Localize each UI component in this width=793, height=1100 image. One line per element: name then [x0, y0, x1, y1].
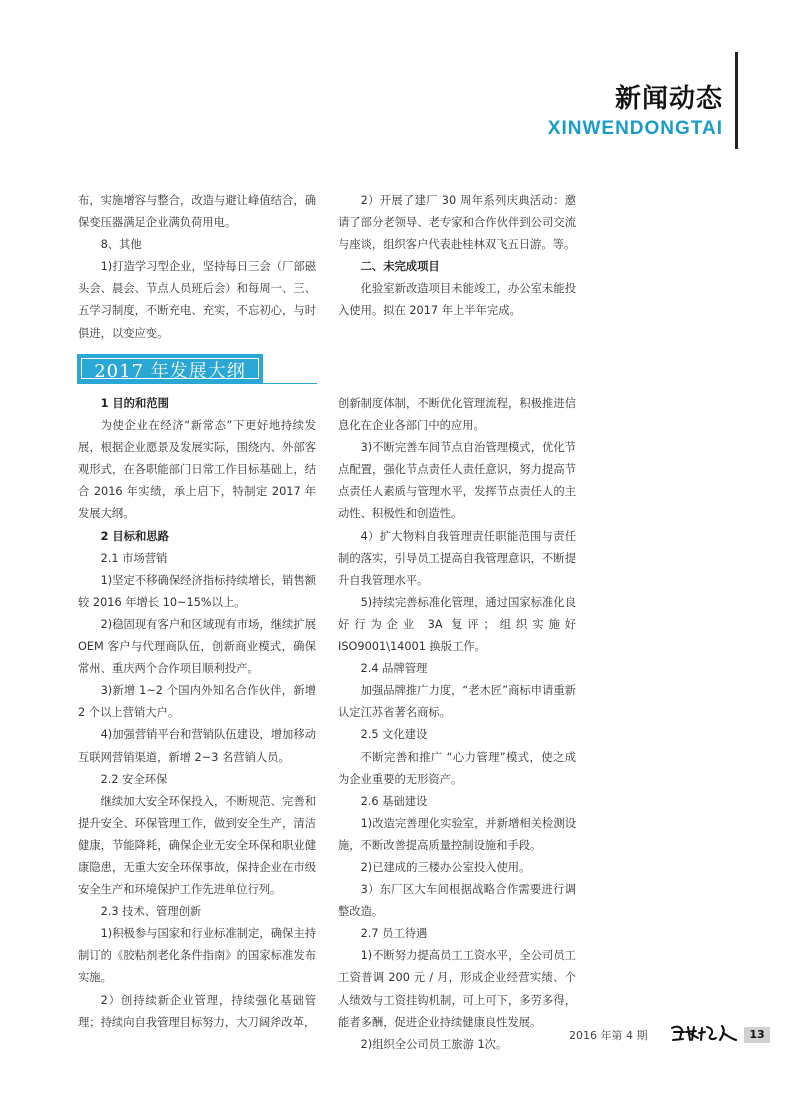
paragraph: 为使企业在经济“新常态”下更好地持续发展，根据企业愿景及发展实际，围绕内、外部客观形式，在各职能部门日常工作目标基础上，结合 2016 年实绩，承上启下，特制定 2017 年发展大纲。	[78, 419, 316, 521]
paragraph: 继续加大安全环保投入，不断规范、完善和提升安全、环保管理工作，做到安全生产，清洁健康，节能降耗，确保企业无安全环保和职业健康隐患，无重大安全环保事故，保持企业在市级安全生产和环境保护工作先进单位行列。	[78, 794, 316, 897]
subheading: 二、未完成项目	[360, 260, 440, 274]
paragraph: 3)不断完善车间节点自治管理模式，优化节点配置，强化节点责任人责任意识，努力提高节点责任人素质与管理水平，发挥节点责任人的主动性、积极性和创造性。	[338, 441, 576, 521]
paragraph: 4）扩大物料自我管理责任职能范围与责任制的落实，引导员工提高自我管理意识，不断提升自我管理水平。	[338, 529, 576, 587]
paragraph: 5)持续完善标准化管理，通过国家标准化良好行为企业 3A 复评；组织实施好 ISO9001\14001 换版工作。	[338, 595, 576, 654]
paragraph: 2.4 品牌管理	[360, 662, 428, 676]
subheading: 1 目的和范围	[100, 397, 169, 410]
paragraph: 2)稳固现有客户和区域现有市场，继续扩展 OEM 客户与代理商队伍，创新商业模式，确保常州、重庆两个合作项目顺利投产。	[78, 617, 316, 676]
paragraph: 2.6 基础建设	[360, 794, 428, 808]
page-number: 13	[744, 1027, 770, 1043]
paragraph: 2)组织全公司员工旅游 1次。	[360, 1037, 508, 1051]
paragraph: 4)加强营销平台和营销队伍建设，增加移动互联网营销渠道，新增 2~3 名营销人员。	[78, 728, 316, 764]
paragraph: 加强品牌推广力度，“老木匠”商标申请重新认定江苏省著名商标。	[338, 684, 576, 720]
paragraph: 3)新增 1~2 个国内外知名合作伙伴，新增 2 个以上营销大户。	[78, 684, 316, 720]
paragraph: 2.7 员工待遇	[360, 927, 428, 941]
section-title-pinyin: XINWENDONGTAI	[547, 118, 723, 139]
paragraph: 1)坚定不移确保经济指标持续增长，销售额较 2016 年增长 10~15%以上。	[78, 573, 316, 609]
article-title: 2017 年发展大纲	[94, 361, 246, 382]
paragraph: 1)积极参与国家和行业标准制定，确保主持制订的《胶粘剂老化条件指南》的国家标准发布实施。	[78, 927, 316, 985]
paragraph: 8、其他	[100, 238, 142, 252]
paragraph: 化验室新改造项目未能竣工，办公室未能投入使用。拟在 2017 年上半年完成。	[338, 282, 576, 318]
paragraph: 创新制度体制，不断优化管理流程，积极推进信息化在企业各部门中的应用。	[338, 397, 576, 433]
paragraph: 2.2 安全环保	[100, 772, 168, 786]
body-left-column	[78, 393, 316, 1034]
top-right-column	[338, 190, 576, 323]
paragraph: 1)打造学习型企业，坚持每日三会（厂部磁头会、晨会、节点人员班后会）和每周一、三、五学习制度，不断充电、充实，不忘初心，与时俱进，以变应变。	[78, 260, 316, 340]
section-title: 新闻动态	[614, 84, 723, 114]
article-title-banner	[77, 354, 263, 383]
paragraph: 1)改造完善理化实验室，并新增相关检测设施，不断改善提高质量控制设施和手段。	[338, 816, 576, 852]
paragraph: 3）东厂区大车间根据战略合作需要进行调整改造。	[338, 883, 576, 919]
issue-label: 2016 年第 4 期	[569, 1029, 648, 1042]
magazine-signature-logo	[668, 1022, 740, 1044]
top-left-column	[78, 190, 316, 345]
paragraph: 2）开展了建厂 30 周年系列庆典活动：邀请了部分老领导、老专家和合作伙伴到公司交流与座谈，组织客户代表赴桂林双飞五日游。等。	[338, 194, 576, 252]
subheading: 2 目标和思路	[100, 529, 169, 543]
banner-underline	[77, 383, 317, 384]
paragraph: 布，实施增容与整合，改造与避让峰值结合，确保变压器满足企业满负荷用电。	[78, 194, 316, 230]
paragraph: 2）创持续新企业管理，持续强化基础管理；持续向自我管理目标努力，大刀阔斧改革，	[78, 993, 316, 1029]
paragraph: 2.1 市场营销	[100, 551, 168, 565]
header-vertical-rule	[735, 52, 738, 149]
paragraph: 2.5 文化建设	[360, 728, 428, 742]
paragraph: 不断完善和推广 “心力管理”模式，使之成为企业重要的无形资产。	[338, 750, 576, 786]
paragraph: 2)已建成的三楼办公室投入使用。	[360, 860, 531, 874]
body-right-column	[338, 393, 576, 1056]
paragraph: 1)不断努力提高员工工资水平，全公司员工工资普调 200 元 / 月，形成企业经营实绩、个人绩效与工资挂钩机制，可上可下，多劳多得，能者多酬，促进企业持续健康良性发展。	[338, 949, 576, 1029]
paragraph: 2.3 技术、管理创新	[100, 905, 202, 919]
